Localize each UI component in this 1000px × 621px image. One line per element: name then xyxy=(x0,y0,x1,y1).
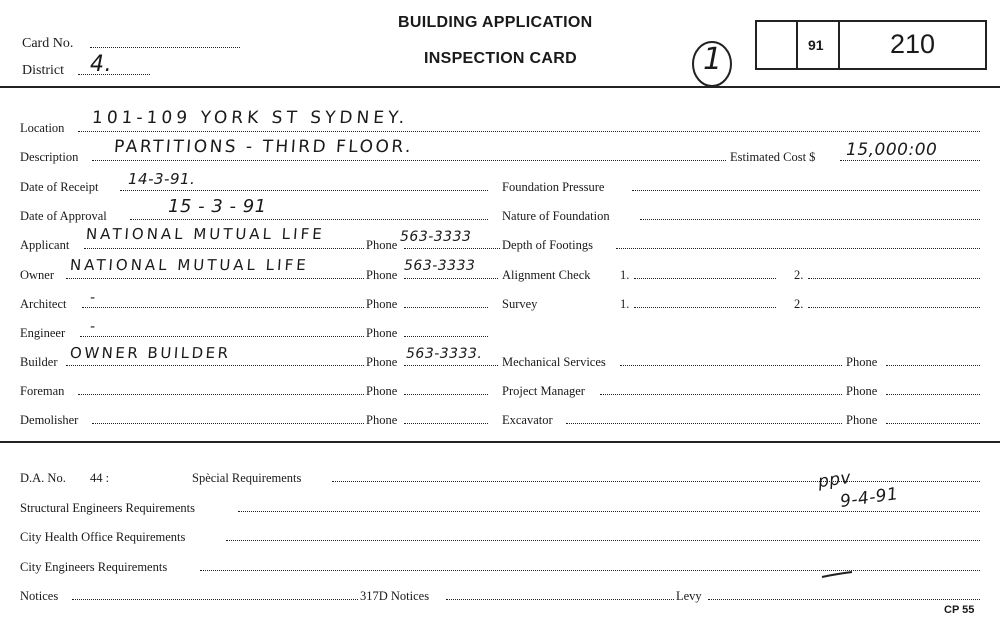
applicant-phone: 563-3333 xyxy=(400,229,472,245)
alignment-check-field-1[interactable] xyxy=(634,277,776,279)
owner-field[interactable] xyxy=(66,277,364,279)
card-number: 210 xyxy=(890,29,936,59)
applicant-value: NATIONAL MUTUAL LIFE xyxy=(85,225,326,243)
project-manager-phone-field[interactable] xyxy=(886,393,980,395)
alignment-check-field-2[interactable] xyxy=(808,277,980,279)
form-title-line2: INSPECTION CARD xyxy=(424,50,577,67)
builder-label: Builder xyxy=(20,355,58,369)
alignment-item-2-label: 2. xyxy=(794,268,804,282)
foundation-pressure-field[interactable] xyxy=(632,189,980,191)
date-approval-value: 15 - 3 - 91 xyxy=(168,196,267,217)
applicant-phone-field[interactable] xyxy=(404,247,500,249)
box-divider xyxy=(796,20,798,70)
builder-value: OWNER BUILDER xyxy=(69,344,232,362)
excavator-phone-field[interactable] xyxy=(886,422,980,424)
notices-317d-label: 317D Notices xyxy=(360,589,430,603)
footer-divider xyxy=(0,441,1000,443)
special-requirements-field[interactable] xyxy=(332,480,980,482)
engineer-phone-field[interactable] xyxy=(404,335,488,337)
architect-phone-field[interactable] xyxy=(404,306,488,308)
pen-mark-icon xyxy=(820,570,854,580)
handwritten-note-line2: 9-4-91 xyxy=(838,484,900,512)
card-no-label: Card No. xyxy=(22,36,74,51)
owner-label: Owner xyxy=(20,268,55,282)
excavator-label: Excavator xyxy=(502,413,553,427)
demolisher-phone-field[interactable] xyxy=(404,422,488,424)
district-field[interactable] xyxy=(78,73,150,75)
header-divider xyxy=(0,86,1000,88)
foreman-phone-label: Phone xyxy=(366,384,398,398)
owner-value: NATIONAL MUTUAL LIFE xyxy=(69,256,310,274)
location-label: Location xyxy=(20,121,65,135)
da-no-value: 44 : xyxy=(90,471,110,485)
structural-requirements-label: Structural Engineers Requirements xyxy=(20,501,195,515)
structural-requirements-field[interactable] xyxy=(238,510,980,512)
da-no-label: D.A. No. xyxy=(20,471,66,485)
demolisher-phone-label: Phone xyxy=(366,413,398,427)
survey-field-2[interactable] xyxy=(808,306,980,308)
owner-phone: 563-3333 xyxy=(404,258,476,274)
mechanical-phone-label: Phone xyxy=(846,355,878,369)
notices-label: Notices xyxy=(20,589,59,603)
mechanical-phone-field[interactable] xyxy=(886,364,980,366)
form-title-line1: BUILDING APPLICATION xyxy=(398,14,593,31)
applicant-phone-label: Phone xyxy=(366,238,398,252)
card-number-box xyxy=(755,20,987,70)
architect-value: - xyxy=(90,290,96,306)
nature-foundation-field[interactable] xyxy=(640,218,980,220)
engineer-field[interactable] xyxy=(80,335,364,337)
engineer-value: - xyxy=(90,319,96,335)
location-field[interactable] xyxy=(78,130,980,132)
architect-field[interactable] xyxy=(82,306,364,308)
depth-footings-field[interactable] xyxy=(616,247,980,249)
description-field[interactable] xyxy=(92,159,726,161)
engineer-phone-label: Phone xyxy=(366,326,398,340)
architect-phone-label: Phone xyxy=(366,297,398,311)
architect-label: Architect xyxy=(20,297,67,311)
year-code: 91 xyxy=(808,37,824,53)
survey-item-1-label: 1. xyxy=(620,297,630,311)
alignment-item-1-label: 1. xyxy=(620,268,630,282)
builder-field[interactable] xyxy=(66,364,364,366)
date-receipt-label: Date of Receipt xyxy=(20,180,99,194)
handwritten-note-line1: ppv xyxy=(816,467,853,493)
survey-item-2-label: 2. xyxy=(794,297,804,311)
owner-phone-field[interactable] xyxy=(404,277,498,279)
applicant-label: Applicant xyxy=(20,238,70,252)
special-requirements-label: Spècial Requirements xyxy=(192,471,302,485)
applicant-field[interactable] xyxy=(84,247,364,249)
estimated-cost-value: 15,000:00 xyxy=(846,140,938,160)
depth-footings-label: Depth of Footings xyxy=(502,238,593,252)
demolisher-label: Demolisher xyxy=(20,413,79,427)
estimated-cost-label: Estimated Cost $ xyxy=(730,150,816,164)
date-receipt-field[interactable] xyxy=(120,189,488,191)
date-approval-label: Date of Approval xyxy=(20,209,107,223)
location-value: 101-109 YORK ST SYDNEY. xyxy=(91,108,409,128)
card-no-field[interactable] xyxy=(90,46,240,48)
date-approval-field[interactable] xyxy=(130,218,488,220)
circled-number: 1 xyxy=(703,42,723,77)
city-engineers-field[interactable] xyxy=(200,569,980,571)
form-code: CP 55 xyxy=(944,604,975,616)
box-divider xyxy=(838,20,840,70)
foreman-field[interactable] xyxy=(78,393,364,395)
alignment-check-label: Alignment Check xyxy=(502,268,591,282)
city-engineers-label: City Engineers Requirements xyxy=(20,560,168,574)
levy-field[interactable] xyxy=(708,598,980,600)
city-health-label: City Health Office Requirements xyxy=(20,530,186,544)
builder-phone: 563-3333. xyxy=(406,346,483,362)
nature-foundation-label: Nature of Foundation xyxy=(502,209,610,223)
foreman-phone-field[interactable] xyxy=(404,393,488,395)
engineer-label: Engineer xyxy=(20,326,66,340)
district-label: District xyxy=(22,63,64,78)
mechanical-services-label: Mechanical Services xyxy=(502,355,606,369)
description-value: PARTITIONS - THIRD FLOOR. xyxy=(113,137,414,157)
foundation-pressure-label: Foundation Pressure xyxy=(502,180,605,194)
foreman-label: Foreman xyxy=(20,384,65,398)
description-label: Description xyxy=(20,150,79,164)
project-manager-phone-label: Phone xyxy=(846,384,878,398)
owner-phone-label: Phone xyxy=(366,268,398,282)
notices-317d-field[interactable] xyxy=(446,598,674,600)
builder-phone-label: Phone xyxy=(366,355,398,369)
project-manager-field[interactable] xyxy=(600,393,842,395)
excavator-phone-label: Phone xyxy=(846,413,878,427)
levy-label: Levy xyxy=(676,589,702,603)
demolisher-field[interactable] xyxy=(92,422,364,424)
city-health-field[interactable] xyxy=(226,539,980,541)
builder-phone-field[interactable] xyxy=(404,364,498,366)
project-manager-label: Project Manager xyxy=(502,384,585,398)
survey-field-1[interactable] xyxy=(634,306,776,308)
notices-field[interactable] xyxy=(72,598,358,600)
excavator-field[interactable] xyxy=(566,422,842,424)
mechanical-services-field[interactable] xyxy=(620,364,842,366)
survey-label: Survey xyxy=(502,297,538,311)
date-receipt-value: 14-3-91. xyxy=(128,170,196,188)
district-value: 4. xyxy=(90,52,112,77)
